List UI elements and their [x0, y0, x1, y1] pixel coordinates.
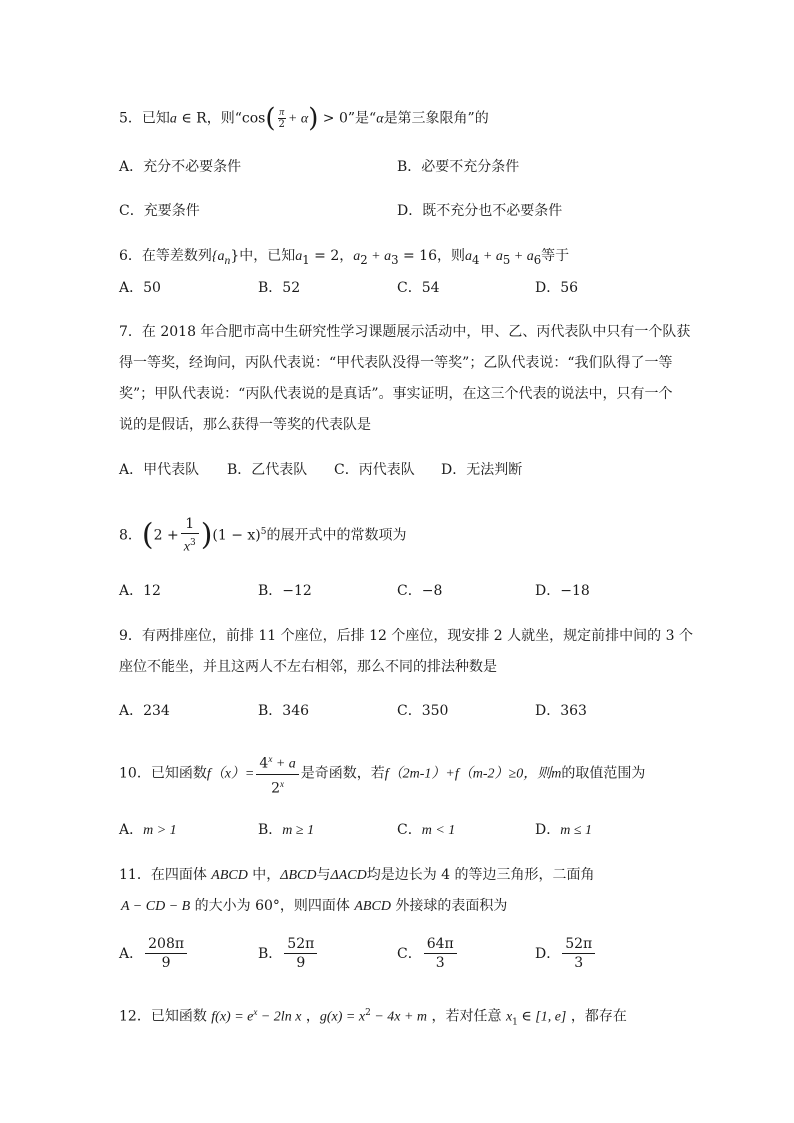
q7-line-4: 说的是假话，那么获得一等奖的代表队是: [119, 417, 371, 433]
q5-tail: 是第三象限角”的: [383, 110, 489, 127]
q5-alpha: α: [376, 111, 384, 127]
q11-option-c[interactable]: C． $\frac{64\pi}{3}$: [397, 935, 459, 972]
q9-option-b[interactable]: B．346: [258, 703, 310, 719]
q7-line-3: 奖”；甲队代表说：“丙队代表说的是真话”。事实证明，在这三个代表的说法中，只有一个: [119, 386, 673, 402]
q5-cond-rel: ∈ R: [176, 110, 207, 127]
q6-option-a[interactable]: A．50: [119, 280, 161, 296]
question-8: 8．(2 + $\frac{1}{x^3}$ )$(1 - x)^5$的展开式中的常数项为: [119, 515, 407, 555]
q9-line-2: 座位不能坐，并且这两人不左右相邻，那么不同的排法种数是: [119, 659, 497, 675]
q5-fraction: $\frac{\pi}{2}$: [278, 107, 285, 130]
q11-option-a[interactable]: A． $\frac{208\pi}{9}$: [119, 935, 189, 972]
q11-option-d[interactable]: D． $\frac{52\pi}{3}$: [535, 935, 597, 972]
q8-option-c[interactable]: C．−8: [397, 583, 443, 599]
q5-option-b[interactable]: B．必要不充分条件: [397, 159, 520, 175]
question-5: 5．已知a ∈ R，则“cos( $\frac{\pi}{2}$ + α) > 0”是“α是第三象限角”的: [119, 103, 489, 134]
question-6: 6．在等差数列$\{a_n\}$中，已知$a_1 = 2$，$a_2 + a_3 = 16$，则$a_4 + a_5 + a_6$等于: [119, 248, 570, 267]
q5-prefix: 5．已知: [119, 110, 170, 127]
q11-line-1: 11．在四面体 ABCD 中，ΔBCD与ΔACD均是边长为 4 的等边三角形，二面角: [119, 867, 595, 883]
q5-gt0: > 0”是“: [318, 110, 377, 127]
q8-option-d[interactable]: D．−18: [535, 583, 590, 599]
q10-option-d[interactable]: D．m ≤ 1: [535, 822, 593, 838]
q8-fraction: $\frac{1}{x^3}$: [181, 515, 199, 557]
q7-option-d[interactable]: D．无法判断: [441, 462, 523, 478]
q7-option-b[interactable]: B．乙代表队: [227, 462, 308, 478]
q10-fraction: $\frac{4^x + a}{2^x}$: [256, 750, 298, 797]
q9-line-1: 9．有两排座位，前排 11 个座位，后排 12 个座位，现安排 2 人就坐，规定前排中间的 3 个: [119, 628, 693, 644]
q7-option-a[interactable]: A．甲代表队: [119, 462, 200, 478]
q9-option-d[interactable]: D．363: [535, 703, 587, 719]
q5-option-d[interactable]: D．既不充分也不必要条件: [397, 203, 563, 219]
q10-option-c[interactable]: C．m < 1: [397, 822, 456, 838]
q5-var-a: a: [169, 111, 177, 127]
q11-option-b[interactable]: B． $\frac{52\pi}{9}$: [258, 935, 319, 972]
q9-option-c[interactable]: C．350: [397, 703, 449, 719]
q7-option-c[interactable]: C．丙代表队: [334, 462, 415, 478]
q8-option-b[interactable]: B．−12: [258, 583, 312, 599]
q9-option-a[interactable]: A．234: [119, 703, 170, 719]
q5-cos: ，则“cos: [206, 110, 266, 127]
q6-option-b[interactable]: B．52: [258, 280, 301, 296]
q11-line-2: A − CD − B 的大小为 60°，则四面体 ABCD 外接球的表面积为: [121, 898, 508, 914]
question-10: 10．已知函数f（x）= $\frac{4^x + a}{2^x}$ 是奇函数，若f（2m-1）+f（m-2）≥0，则m的取值范围为: [119, 750, 645, 797]
q8-option-a[interactable]: A．12: [119, 583, 161, 599]
q7-line-1: 7．在 2018 年合肥市高中生研究性学习课题展示活动中，甲、乙、丙代表队中只有一个队获: [119, 324, 691, 340]
q6-option-d[interactable]: D．56: [535, 280, 579, 296]
q10-option-b[interactable]: B．m ≥ 1: [258, 822, 315, 838]
q10-option-a[interactable]: A．m > 1: [119, 822, 177, 838]
q5-option-c[interactable]: C．充要条件: [119, 203, 200, 219]
question-12: 12．已知函数 $f(x) = e^x - 2\ln$ x ，$g(x) = x^2 - 4x + m$ ，若对任意 $x_1$ ∈ [1, e] ，都存在: [119, 1007, 627, 1028]
q5-plus-alpha: + α: [287, 111, 309, 127]
q5-option-a[interactable]: A．充分不必要条件: [119, 159, 242, 175]
q6-option-c[interactable]: C．54: [397, 280, 440, 296]
q7-line-2: 得一等奖，经询问，丙队代表说：“甲代表队没得一等奖”；乙队代表说：“我们队得了一等: [119, 355, 673, 371]
